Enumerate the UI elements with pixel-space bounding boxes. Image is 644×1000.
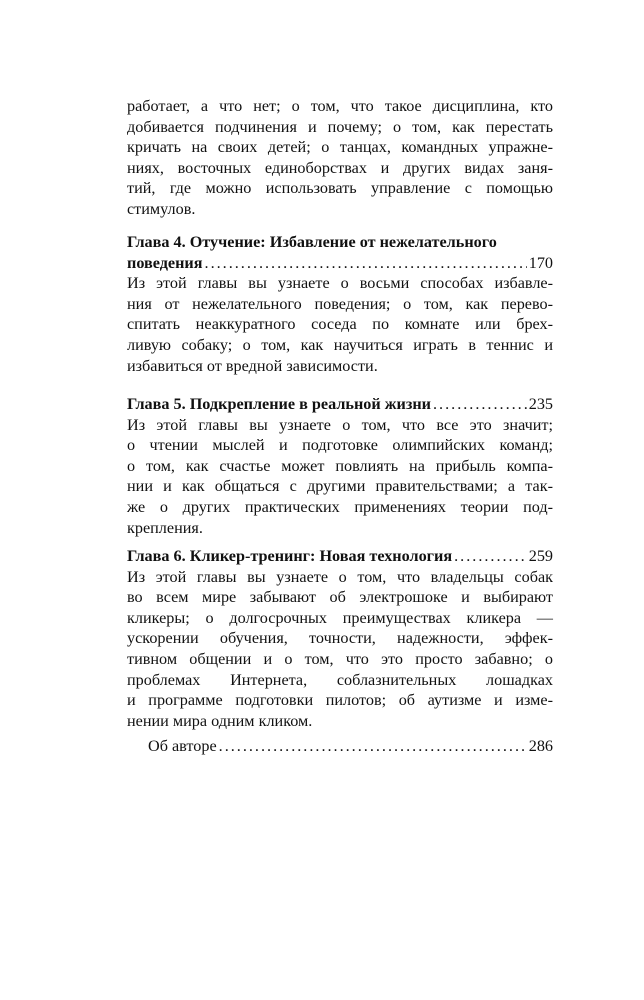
- toc-entry-chapter-5: [127, 394, 553, 538]
- chapter-title-row: [127, 546, 553, 567]
- text-line: о том, как счастье может повлиять на прибыль компа-: [127, 456, 553, 475]
- chapter-title: Глава 5. Подкрепление в реальной жизни: [127, 395, 431, 413]
- toc-entry-chapter-6: [127, 546, 553, 731]
- text-line: ускорении обучения, точности, надежности, эффек-: [127, 629, 553, 648]
- page-number: 259: [528, 547, 553, 565]
- leader-dots: [433, 394, 527, 415]
- about-author-title: Об авторе: [148, 737, 217, 755]
- text-line: кликеры; о долгосрочных преимуществах кликера —: [127, 608, 553, 627]
- text-line: ниях, восточных единоборствах и других видах заня-: [127, 158, 553, 177]
- text-line: нии и как общаться с другими правительствами; а так-: [127, 477, 553, 496]
- text-line: кричать на своих детей; о танцах, командных упражне-: [127, 138, 553, 157]
- chapter-title-row: [127, 394, 553, 415]
- intro-paragraph: [127, 96, 553, 220]
- text-line: добивается подчинения и почему; о том, как перестать: [127, 117, 553, 136]
- toc-entry-chapter-4: [127, 232, 553, 376]
- chapter-title: Глава 6. Кликер-тренинг: Новая технология: [127, 547, 453, 565]
- leader-dots: [205, 253, 527, 274]
- chapter-title-line: поведения: [127, 253, 203, 272]
- text-line: работает, а что нет; о том, что такое дисциплина, кто: [127, 97, 553, 115]
- chapter-title-line: Глава 4. Отучение: Избавление от нежелательного: [127, 233, 497, 251]
- text-line: Из этой главы вы узнаете о восьми способах избавле-: [127, 274, 553, 293]
- text-line: во всем мире забывают об электрошоке и выбирают: [127, 588, 553, 607]
- text-line: нении мира одним кликом.: [127, 711, 313, 730]
- leader-dots: [219, 736, 527, 757]
- chapter-description: [127, 415, 553, 539]
- text-line: тий, где можно использовать управление с помощью: [127, 179, 553, 198]
- text-line: крепления.: [127, 518, 203, 537]
- page-number: 286: [528, 737, 553, 755]
- text-line: проблемах Интернета, соблазнительных лошадках: [127, 670, 553, 689]
- page-number: 235: [528, 395, 553, 413]
- text-line: Из этой главы вы узнаете о том, что владельцы собак: [127, 567, 553, 586]
- text-line: же о других практических применениях теории под-: [127, 497, 553, 516]
- toc-entry-about-author: [148, 736, 553, 757]
- text-line: и программе подготовки пилотов; об аутизме и изме-: [127, 691, 553, 710]
- text-line: тивном общении и о том, что это просто забавно; о: [127, 649, 553, 668]
- text-line: стимулов.: [127, 199, 196, 218]
- text-line: Из этой главы вы узнаете о том, что все это значит;: [127, 415, 553, 434]
- text-line: ливую собаку; о том, как научиться играть в теннис и: [127, 335, 553, 354]
- text-line: избавиться от вредной зависимости.: [127, 356, 378, 375]
- text-line: ния от нежелательного поведения; о том, как перево-: [127, 294, 553, 313]
- chapter-description: [127, 273, 553, 376]
- leader-dots: [454, 546, 527, 567]
- chapter-title-row: [127, 253, 553, 274]
- page-number: 170: [528, 253, 553, 272]
- chapter-description: [127, 567, 553, 732]
- chapter-title: [127, 232, 553, 273]
- text-line: спитать неаккуратного соседа по комнате или брех-: [127, 315, 553, 334]
- text-line: о чтении мыслей и подготовке олимпийских команд;: [127, 436, 553, 455]
